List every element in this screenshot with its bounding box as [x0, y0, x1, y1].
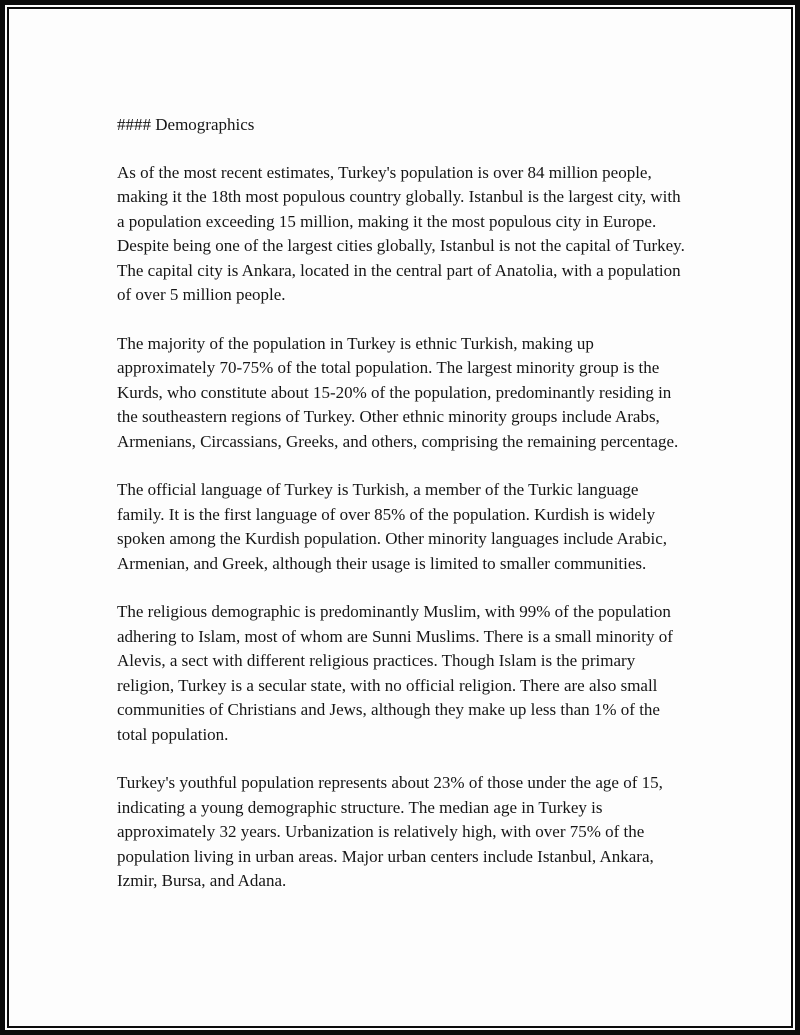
paragraph-language: The official language of Turkey is Turkish, a member of the Turkic language family. It is the first language of over 85% of the population. Kurdish is widely spoken among the Kurdish population. Other minority languages include Arabic, Armenian, and Greek, although their usage is limited to smaller communities. [117, 480, 668, 573]
paragraph-religion: The religious demographic is predominantly Muslim, with 99% of the population adhering to Islam, most of whom are Sunni Muslims. There is a small minority of Alevis, a sect with different religious practices. Though Islam is the primary religion, Turkey is a secular state, with no official religion. There are also small communities of Christians and Jews, although they make up less than 1% of the total population. [117, 602, 673, 744]
document-content [117, 113, 689, 894]
paragraph-ethnic-groups: The majority of the population in Turkey is ethnic Turkish, making up approximately 70-75% of the total population. The largest minority group is the Kurds, who constitute about 15-20% of the population, predominantly residing in the southeastern regions of Turkey. Other ethnic minority groups include Arabs, Armenians, Circassians, Greeks, and others, comprising the remaining percentage. [117, 333, 679, 451]
document-heading: #### Demographics [117, 115, 255, 134]
paragraph-population: As of the most recent estimates, Turkey's population is over 84 million people, making it the 18th most populous country globally. Istanbul is the largest city, with a population exceeding 15 million, making it the most populous city in Europe. Despite being one of the largest cities globally, Istanbul is not the capital of Turkey. The capital city is Ankara, located in the central part of Anatolia, with a population of over 5 million people. [117, 162, 685, 304]
paragraph-age-urbanization: Turkey's youthful population represents about 23% of those under the age of 15, indicating a young demographic structure. The median age in Turkey is approximately 32 years. Urbanization is relatively high, with over 75% of the population living in urban areas. Major urban centers include Istanbul, Ankara, Izmir, Bursa, and Adana. [117, 773, 663, 890]
